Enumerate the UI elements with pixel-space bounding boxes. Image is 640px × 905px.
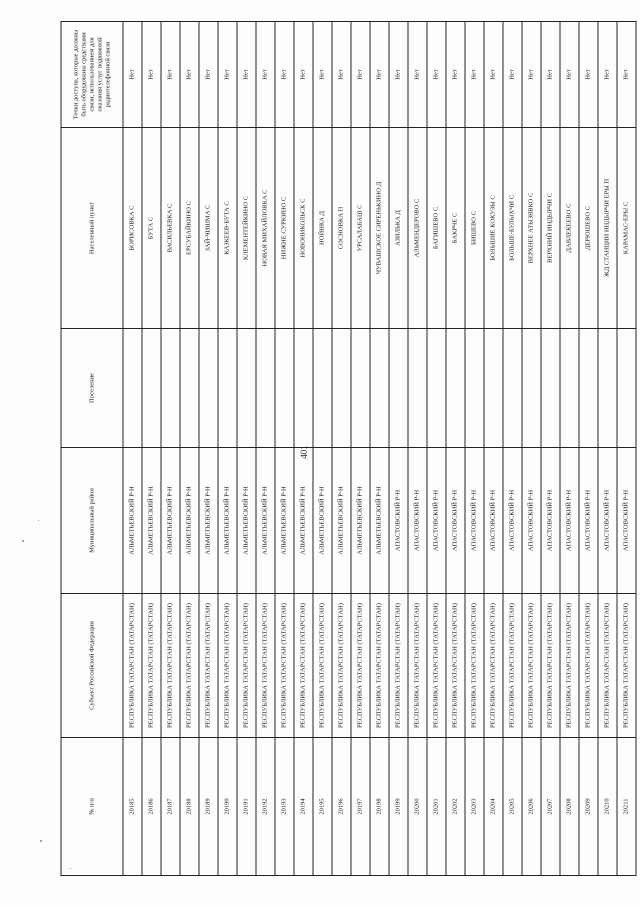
cell-settlement [598, 329, 617, 448]
cell-municipal-district: АЛЬМЕТЬЕВСКИЙ Р-Н [370, 448, 389, 594]
table-row [560, 22, 579, 876]
cell-access-points: Нет [313, 22, 332, 128]
header-municipal-district: Муниципальный район [61, 448, 123, 594]
cell-access-points: Нет [218, 22, 237, 128]
cell-number: 20208 [560, 738, 579, 876]
cell-settlement [237, 329, 256, 448]
table-row [142, 22, 161, 876]
cell-municipal-district: АЛЬМЕТЬЕВСКИЙ Р-Н [142, 448, 161, 594]
cell-access-points: Нет [142, 22, 161, 128]
cell-locality: ВЕРХНЕЕ АТЫЗЯВКО С [522, 128, 541, 329]
table-row [484, 22, 503, 876]
cell-settlement [579, 329, 598, 448]
cell-access-points: Нет [579, 22, 598, 128]
cell-settlement [617, 329, 636, 448]
table-row [218, 22, 237, 876]
cell-settlement [256, 329, 275, 448]
cell-access-points: Нет [541, 22, 560, 128]
access-points-table-rotated [61, 22, 636, 876]
cell-locality: БАКРЧЕ С [446, 128, 465, 329]
cell-number: 20188 [180, 738, 199, 876]
table-body [123, 22, 636, 876]
table-row [180, 22, 199, 876]
cell-municipal-district: АЛЬМЕТЬЕВСКИЙ Р-Н [351, 448, 370, 594]
cell-subject: РЕСПУБЛИКА ТАТАРСТАН (ТАТАРСТАН) [370, 594, 389, 738]
cell-locality: ДЕРЮШЕВО С [579, 128, 598, 329]
cell-municipal-district: АПАСТОВСКИЙ Р-Н [522, 448, 541, 594]
cell-number: 20195 [313, 738, 332, 876]
page-number: 401 [299, 445, 309, 459]
table-row [123, 22, 142, 876]
table-row [598, 22, 617, 876]
table-row [389, 22, 408, 876]
cell-access-points: Нет [503, 22, 522, 128]
cell-number: 20193 [275, 738, 294, 876]
header-locality: Населенный пункт [61, 128, 123, 329]
cell-subject: РЕСПУБЛИКА ТАТАРСТАН (ТАТАРСТАН) [313, 594, 332, 738]
cell-municipal-district: АЛЬМЕТЬЕВСКИЙ Р-Н [218, 448, 237, 594]
cell-settlement [541, 329, 560, 448]
cell-access-points: Нет [294, 22, 313, 128]
cell-subject: РЕСПУБЛИКА ТАТАРСТАН (ТАТАРСТАН) [560, 594, 579, 738]
header-number: № п/п [61, 738, 123, 876]
cell-number: 20207 [541, 738, 560, 876]
cell-subject: РЕСПУБЛИКА ТАТАРСТАН (ТАТАРСТАН) [161, 594, 180, 738]
cell-settlement [370, 329, 389, 448]
scan-speck [40, 840, 42, 842]
cell-subject: РЕСПУБЛИКА ТАТАРСТАН (ТАТАРСТАН) [351, 594, 370, 738]
cell-number: 20205 [503, 738, 522, 876]
cell-subject: РЕСПУБЛИКА ТАТАРСТАН (ТАТАРСТАН) [142, 594, 161, 738]
cell-settlement [560, 329, 579, 448]
table-row [522, 22, 541, 876]
cell-subject: РЕСПУБЛИКА ТАТАРСТАН (ТАТАРСТАН) [294, 594, 313, 738]
cell-locality: НОВОНИКОЛЬСК С [294, 128, 313, 329]
cell-number: 20194 [294, 738, 313, 876]
cell-settlement [484, 329, 503, 448]
table-row [237, 22, 256, 876]
cell-subject: РЕСПУБЛИКА ТАТАРСТАН (ТАТАРСТАН) [427, 594, 446, 738]
table-row [579, 22, 598, 876]
cell-municipal-district: АПАСТОВСКИЙ Р-Н [408, 448, 427, 594]
table-row [294, 22, 313, 876]
cell-settlement [503, 329, 522, 448]
cell-settlement [199, 329, 218, 448]
cell-municipal-district: АЛЬМЕТЬЕВСКИЙ Р-Н [237, 448, 256, 594]
cell-access-points: Нет [237, 22, 256, 128]
table-row [446, 22, 465, 876]
cell-municipal-district: АЛЬМЕТЬЕВСКИЙ Р-Н [256, 448, 275, 594]
cell-access-points: Нет [598, 22, 617, 128]
cell-settlement [275, 329, 294, 448]
cell-municipal-district: АПАСТОВСКИЙ Р-Н [541, 448, 560, 594]
cell-locality: ЗАЙ-ЧИШМА С [199, 128, 218, 329]
header-subject: Субъект Российской Федерации [61, 594, 123, 738]
cell-locality: БИШЕВО С [465, 128, 484, 329]
cell-number: 20203 [465, 738, 484, 876]
cell-subject: РЕСПУБЛИКА ТАТАРСТАН (ТАТАРСТАН) [237, 594, 256, 738]
cell-subject: РЕСПУБЛИКА ТАТАРСТАН (ТАТАРСТАН) [503, 594, 522, 738]
cell-settlement [294, 329, 313, 448]
cell-settlement [522, 329, 541, 448]
cell-access-points: Нет [560, 22, 579, 128]
cell-number: 20186 [142, 738, 161, 876]
cell-access-points: Нет [275, 22, 294, 128]
cell-locality: УРСАЛАБАШ С [351, 128, 370, 329]
cell-subject: РЕСПУБЛИКА ТАТАРСТАН (ТАТАРСТАН) [389, 594, 408, 738]
cell-municipal-district: АЛЬМЕТЬЕВСКИЙ Р-Н [161, 448, 180, 594]
cell-locality: БОЛЬШЕ-БУЛЫХЧИ С [503, 128, 522, 329]
cell-municipal-district: АПАСТОВСКИЙ Р-Н [465, 448, 484, 594]
cell-municipal-district: АЛЬМЕТЬЕВСКИЙ Р-Н [123, 448, 142, 594]
cell-settlement [313, 329, 332, 448]
cell-subject: РЕСПУБЛИКА ТАТАРСТАН (ТАТАРСТАН) [617, 594, 636, 738]
cell-locality: ДАВЛЕКЕЕВО С [560, 128, 579, 329]
cell-number: 20197 [351, 738, 370, 876]
cell-settlement [123, 329, 142, 448]
cell-locality: СОСНОВКА П [332, 128, 351, 329]
table-row [503, 22, 522, 876]
cell-subject: РЕСПУБЛИКА ТАТАРСТАН (ТАТАРСТАН) [199, 594, 218, 738]
scan-speck [38, 520, 39, 521]
cell-settlement [389, 329, 408, 448]
scan-speck [22, 540, 24, 542]
cell-subject: РЕСПУБЛИКА ТАТАРСТАН (ТАТАРСТАН) [484, 594, 503, 738]
cell-access-points: Нет [332, 22, 351, 128]
cell-access-points: Нет [180, 22, 199, 128]
cell-locality: КЛЕМЕНТЕЙКИНО С [237, 128, 256, 329]
cell-access-points: Нет [199, 22, 218, 128]
cell-locality: НИЖНЕ СУРКИНО С [275, 128, 294, 329]
cell-locality: КАЗКЕЕВ-БУТА С [218, 128, 237, 329]
table-row [541, 22, 560, 876]
cell-settlement [351, 329, 370, 448]
access-points-table [61, 21, 637, 876]
table-row [465, 22, 484, 876]
cell-municipal-district: АПАСТОВСКИЙ Р-Н [427, 448, 446, 594]
table-row [256, 22, 275, 876]
cell-locality: БАГИШЕВО С [427, 128, 446, 329]
cell-subject: РЕСПУБЛИКА ТАТАРСТАН (ТАТАРСТАН) [579, 594, 598, 738]
cell-access-points: Нет [389, 22, 408, 128]
cell-access-points: Нет [465, 22, 484, 128]
table-header-row [61, 22, 123, 876]
cell-number: 20198 [370, 738, 389, 876]
cell-municipal-district: АЛЬМЕТЬЕВСКИЙ Р-Н [313, 448, 332, 594]
cell-subject: РЕСПУБЛИКА ТАТАРСТАН (ТАТАРСТАН) [408, 594, 427, 738]
cell-settlement [161, 329, 180, 448]
table-row [370, 22, 389, 876]
cell-locality: ЕРСУБАЙКИНО С [180, 128, 199, 329]
cell-municipal-district: АПАСТОВСКИЙ Р-Н [446, 448, 465, 594]
cell-number: 20196 [332, 738, 351, 876]
cell-municipal-district: АПАСТОВСКИЙ Р-Н [560, 448, 579, 594]
cell-number: 20187 [161, 738, 180, 876]
cell-municipal-district: АЛЬМЕТЬЕВСКИЙ Р-Н [294, 448, 313, 594]
cell-number: 20189 [199, 738, 218, 876]
header-access-points: Точки доступа, которые должны быть оборудованы средствами связи, использованием для оказания услуг подвижной радиотелефонной связи [61, 22, 123, 128]
cell-locality: КАРАМАС-ЕРЫ С [617, 128, 636, 329]
cell-subject: РЕСПУБЛИКА ТАТАРСТАН (ТАТАРСТАН) [598, 594, 617, 738]
cell-number: 20190 [218, 738, 237, 876]
cell-access-points: Нет [522, 22, 541, 128]
cell-settlement [218, 329, 237, 448]
table-row [351, 22, 370, 876]
cell-locality: АЛЬМЕНДЕРОВО С [408, 128, 427, 329]
cell-municipal-district: АПАСТОВСКИЙ Р-Н [484, 448, 503, 594]
cell-subject: РЕСПУБЛИКА ТАТАРСТАН (ТАТАРСТАН) [180, 594, 199, 738]
table-row [617, 22, 636, 876]
cell-number: 20199 [389, 738, 408, 876]
cell-settlement [332, 329, 351, 448]
cell-settlement [427, 329, 446, 448]
cell-municipal-district: АПАСТОВСКИЙ Р-Н [579, 448, 598, 594]
cell-access-points: Нет [123, 22, 142, 128]
header-settlement: Поселение [61, 329, 123, 448]
cell-locality: ЧУВАШСКОЕ СИРЕНЬКИНО Д [370, 128, 389, 329]
cell-locality: ЖД СТАНЦИИ ИНДЫРЧИ ЕРЫ П [598, 128, 617, 329]
cell-municipal-district: АПАСТОВСКИЙ Р-Н [389, 448, 408, 594]
table-row [161, 22, 180, 876]
cell-municipal-district: АЛЬМЕТЬЕВСКИЙ Р-Н [180, 448, 199, 594]
cell-access-points: Нет [256, 22, 275, 128]
table-row [275, 22, 294, 876]
cell-locality: ВЕРХНИЙ ИНДЫРЧИ С [541, 128, 560, 329]
cell-access-points: Нет [351, 22, 370, 128]
cell-access-points: Нет [161, 22, 180, 128]
cell-settlement [465, 329, 484, 448]
cell-municipal-district: АЛЬМЕТЬЕВСКИЙ Р-Н [199, 448, 218, 594]
cell-subject: РЕСПУБЛИКА ТАТАРСТАН (ТАТАРСТАН) [332, 594, 351, 738]
cell-number: 20204 [484, 738, 503, 876]
cell-municipal-district: АПАСТОВСКИЙ Р-Н [598, 448, 617, 594]
cell-municipal-district: АЛЬМЕТЬЕВСКИЙ Р-Н [332, 448, 351, 594]
cell-access-points: Нет [408, 22, 427, 128]
cell-number: 20210 [598, 738, 617, 876]
cell-subject: РЕСПУБЛИКА ТАТАРСТАН (ТАТАРСТАН) [465, 594, 484, 738]
cell-number: 20192 [256, 738, 275, 876]
cell-locality: АЗИЛЬКА Д [389, 128, 408, 329]
table-row [408, 22, 427, 876]
table-row [313, 22, 332, 876]
cell-settlement [408, 329, 427, 448]
cell-number: 20206 [522, 738, 541, 876]
cell-settlement [142, 329, 161, 448]
table-row [427, 22, 446, 876]
cell-number: 20209 [579, 738, 598, 876]
cell-locality: БОЛЬШИЕ КОКУЗЫ С [484, 128, 503, 329]
cell-number: 20211 [617, 738, 636, 876]
cell-subject: РЕСПУБЛИКА ТАТАРСТАН (ТАТАРСТАН) [446, 594, 465, 738]
cell-municipal-district: АПАСТОВСКИЙ Р-Н [503, 448, 522, 594]
cell-number: 20191 [237, 738, 256, 876]
cell-municipal-district: АПАСТОВСКИЙ Р-Н [617, 448, 636, 594]
cell-access-points: Нет [427, 22, 446, 128]
cell-number: 20202 [446, 738, 465, 876]
cell-municipal-district: АЛЬМЕТЬЕВСКИЙ Р-Н [275, 448, 294, 594]
cell-access-points: Нет [617, 22, 636, 128]
cell-subject: РЕСПУБЛИКА ТАТАРСТАН (ТАТАРСТАН) [123, 594, 142, 738]
cell-settlement [446, 329, 465, 448]
cell-number: 20200 [408, 738, 427, 876]
cell-subject: РЕСПУБЛИКА ТАТАРСТАН (ТАТАРСТАН) [275, 594, 294, 738]
cell-subject: РЕСПУБЛИКА ТАТАРСТАН (ТАТАРСТАН) [256, 594, 275, 738]
cell-locality: БУТА С [142, 128, 161, 329]
cell-locality: НОВАЯ МИХАЙЛОВКА С [256, 128, 275, 329]
cell-locality: ВАСИЛЬЕВКА С [161, 128, 180, 329]
cell-access-points: Нет [370, 22, 389, 128]
table-row [199, 22, 218, 876]
cell-access-points: Нет [484, 22, 503, 128]
cell-subject: РЕСПУБЛИКА ТАТАРСТАН (ТАТАРСТАН) [522, 594, 541, 738]
cell-settlement [180, 329, 199, 448]
cell-number: 20185 [123, 738, 142, 876]
cell-locality: НОЙНКА Д [313, 128, 332, 329]
cell-access-points: Нет [446, 22, 465, 128]
table-row [332, 22, 351, 876]
cell-number: 20201 [427, 738, 446, 876]
cell-locality: БОРИСОВКА С [123, 128, 142, 329]
cell-subject: РЕСПУБЛИКА ТАТАРСТАН (ТАТАРСТАН) [541, 594, 560, 738]
cell-subject: РЕСПУБЛИКА ТАТАРСТАН (ТАТАРСТАН) [218, 594, 237, 738]
